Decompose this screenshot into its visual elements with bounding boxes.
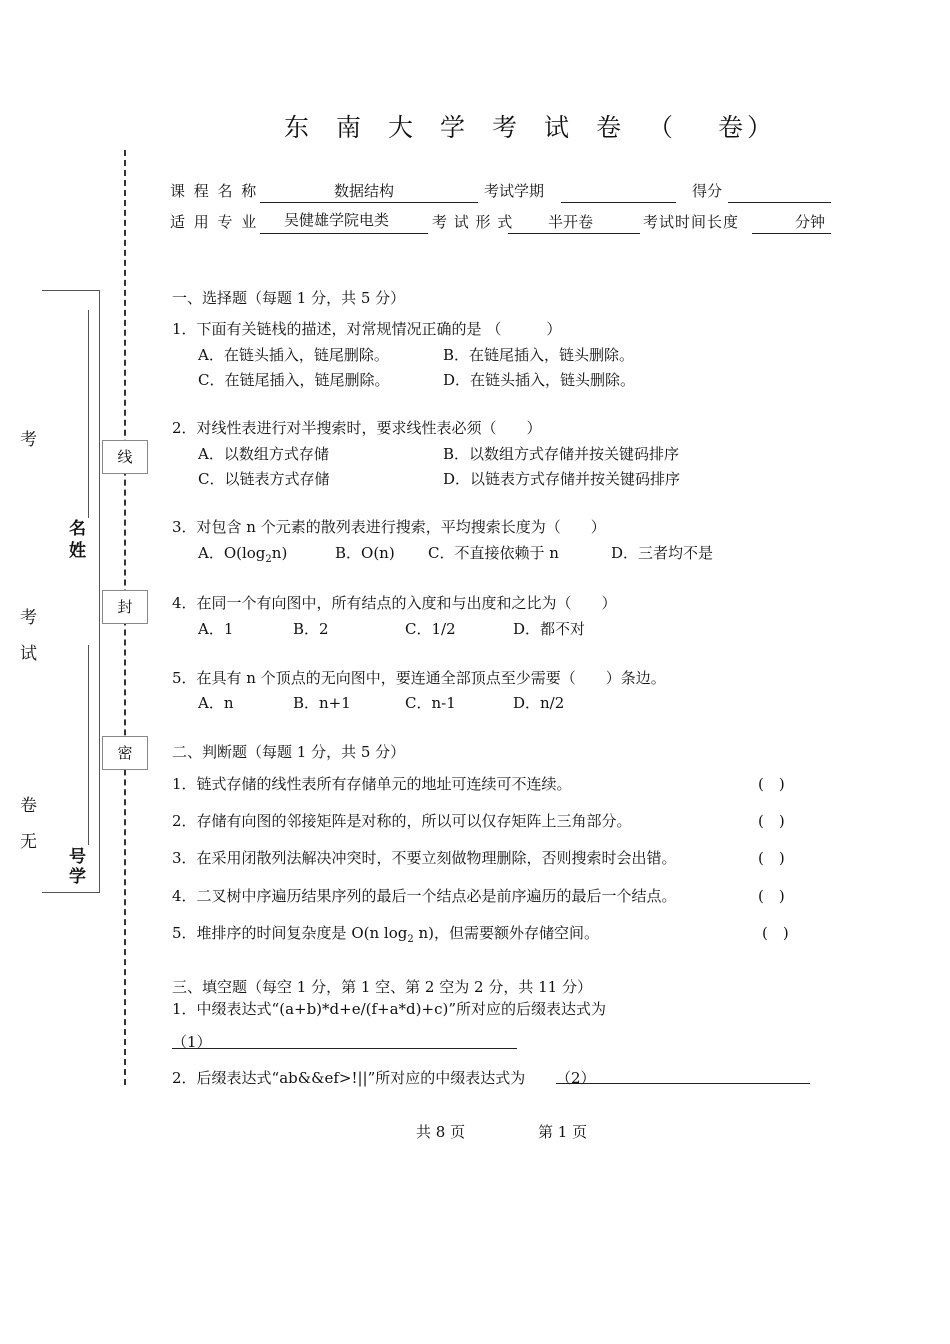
fill-q1: 1．中缀表达式“(a+b)*d+e/(f+a*d)+c)”所对应的后缀表达式为 (172, 1000, 606, 1018)
q1-option-c: C．在链尾插入，链尾删除。 (198, 371, 390, 389)
q5-stem: 5．在具有 n 个顶点的无向图中，要连通全部顶点至少需要（ ）条边。 (172, 669, 666, 687)
judge-item-3: 3．在采用闭散列法解决冲突时，不要立刻做物理删除，否则搜索时会出错。 (172, 849, 677, 867)
duration-value: 分钟 (795, 213, 826, 231)
course-value: 数据结构 (334, 182, 395, 200)
course-underline (260, 202, 478, 203)
section3-heading: 三、填空题（每空 1 分，第 1 空、第 2 空为 2 分，共 11 分） (172, 978, 592, 996)
judge-item-5-sub: 2 (407, 934, 414, 945)
q3-option-a (198, 542, 287, 565)
q1-option-a: A．在链头插入，链尾删除。 (198, 346, 389, 364)
q5-option-c: C．n-1 (405, 694, 456, 712)
judge-paren-5: ( ) (762, 924, 789, 942)
exam-title-suffix: 卷） (718, 113, 777, 142)
section1-heading: 一、选择题（每题 1 分，共 5 分） (172, 289, 406, 307)
margin-text-3: 试 (20, 644, 37, 664)
duration-label: 考试时间长度 (643, 213, 740, 231)
margin-text-5: 无 (20, 832, 37, 852)
q3-option-a-post: n) (271, 544, 288, 562)
judge-item-1: 1．链式存储的线性表所有存储单元的地址可连续可不连续。 (172, 775, 572, 793)
fill-blank-2-label: （2） (556, 1069, 596, 1087)
fill-blank-1-line[interactable] (172, 1048, 517, 1049)
judge-item-4: 4．二叉树中序遍历结果序列的最后一个结点必是前序遍历的最后一个结点。 (172, 887, 677, 905)
duration-underline (752, 233, 831, 234)
q5-option-b: B．n+1 (293, 694, 351, 712)
margin-text-2: 考 (20, 608, 37, 628)
name-label-2: 姓 (69, 541, 86, 561)
bracket-top-line (42, 290, 100, 291)
q4-option-b: B．2 (293, 620, 329, 638)
q4-option-c: C．1/2 (405, 620, 456, 638)
id-field-line (88, 645, 89, 845)
major-label: 适 用 专 业 (170, 213, 259, 231)
seal-box-secret: 密 (102, 736, 148, 770)
q1-option-b: B．在链尾插入，链头删除。 (443, 346, 635, 364)
term-underline (561, 202, 676, 203)
q1-stem: 1．下面有关链栈的描述，对常规情况正确的是 （ ） (172, 320, 562, 338)
q5-option-a: A．n (198, 694, 234, 712)
q2-option-d: D．以链表方式存储并按关键码排序 (443, 470, 681, 488)
form-value: 半开卷 (548, 213, 594, 231)
name-field-line (88, 310, 89, 518)
judge-paren-3: ( ) (758, 849, 785, 867)
q3-option-d: D．三者均不是 (611, 544, 714, 562)
fill-q2: 2．后缀表达式“ab&&ef>!||”所对应的中缀表达式为 (172, 1069, 526, 1087)
judge-item-5-pre: 5．堆排序的时间复杂度是 O(n log (172, 924, 408, 942)
course-label: 课 程 名 称 (170, 182, 259, 200)
q2-option-b: B．以数组方式存储并按关键码排序 (443, 445, 680, 463)
form-underline (508, 233, 640, 234)
exam-title (284, 108, 776, 144)
q2-option-c: C．以链表方式存储 (198, 470, 330, 488)
q3-option-c: C．不直接依赖于 n (428, 544, 559, 562)
judge-paren-2: ( ) (758, 812, 785, 830)
id-label-2: 学 (69, 867, 86, 887)
judge-item-2: 2．存储有向图的邻接矩阵是对称的，所以可以仅存矩阵上三角部分。 (172, 812, 632, 830)
footer-total-pages: 共 8 页 (416, 1123, 466, 1141)
q3-option-b: B．O(n) (335, 544, 395, 562)
id-label-1: 号 (69, 847, 86, 867)
fill-blank-2-line[interactable] (556, 1083, 810, 1084)
fill-blank-1-label: （1） (172, 1033, 212, 1051)
margin-text-4: 卷 (20, 796, 37, 816)
bracket-vertical-line (99, 290, 100, 892)
judge-item-5-post: n)，但需要额外存储空间。 (413, 924, 599, 942)
score-label: 得分 (692, 182, 723, 200)
name-label-1: 名 (69, 519, 86, 539)
q1-option-d: D．在链头插入，链头删除。 (443, 371, 636, 389)
footer-page-number: 第 1 页 (538, 1123, 588, 1141)
judge-item-5 (172, 922, 599, 945)
exam-title-prefix: 东南大学考试卷（ (284, 113, 701, 142)
q4-option-a: A．1 (198, 620, 234, 638)
q3-stem: 3．对包含 n 个元素的散列表进行搜索，平均搜索长度为（ ） (172, 518, 606, 536)
judge-paren-4: ( ) (758, 887, 785, 905)
q4-stem: 4．在同一个有向图中，所有结点的入度和与出度和之比为（ ） (172, 594, 617, 612)
q4-option-d: D．都不对 (513, 620, 586, 638)
score-underline (728, 202, 831, 203)
section2-heading: 二、判断题（每题 1 分，共 5 分） (172, 743, 406, 761)
q2-option-a: A．以数组方式存储 (198, 445, 329, 463)
seal-box-line: 线 (102, 440, 148, 474)
seal-box-seal: 封 (102, 590, 148, 624)
q3-option-a-pre: A．O(log (198, 544, 266, 562)
major-value: 吴健雄学院电类 (284, 211, 390, 229)
margin-text-1: 考 (20, 430, 37, 450)
judge-paren-1: ( ) (758, 775, 785, 793)
major-underline (260, 233, 428, 234)
form-label: 考 试 形 式 (432, 213, 514, 231)
bracket-bottom-line (42, 892, 100, 893)
q3-option-a-sub: 2 (265, 554, 272, 565)
term-label: 考试学期 (484, 182, 545, 200)
q2-stem: 2．对线性表进行对半搜索时，要求线性表必须（ ） (172, 419, 542, 437)
q5-option-d: D．n/2 (513, 694, 565, 712)
